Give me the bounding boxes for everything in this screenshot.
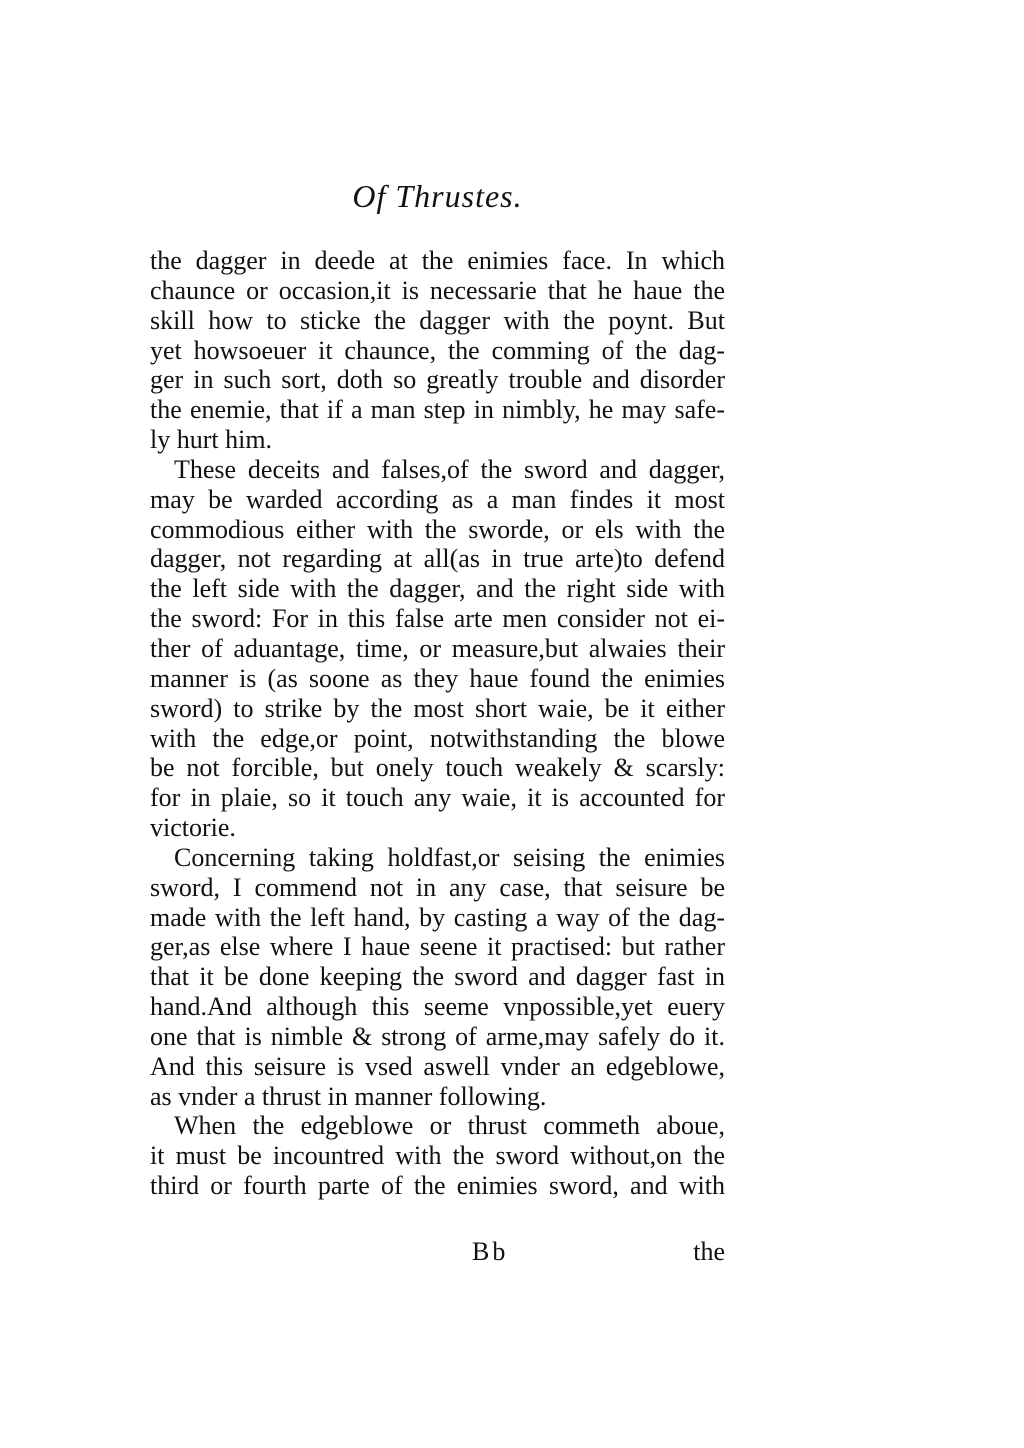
text-line: with the edge,or point, notwithstanding the blowe [150, 723, 725, 753]
running-head: Of Thrustes. [352, 178, 523, 214]
text-line: yet howsoeuer it chaunce, the comming of the dag- [150, 335, 725, 365]
text-line: third or fourth parte of the enimies sword, and with [150, 1171, 725, 1201]
text-line: skill how to sticke the dagger with the poynt. But [150, 305, 725, 335]
text-line: ther of aduantage, time, or measure,but alwaies their [150, 633, 725, 663]
text-line: manner is (as soone as they haue found the enimies [150, 663, 725, 693]
text-line: the enemie, that if a man step in nimbly, he may safe- [150, 395, 725, 425]
text-line: chaunce or occasion,it is necessarie that he haue the [150, 275, 725, 305]
text-line: as vnder a thrust in manner following. [150, 1081, 547, 1111]
text-line: ger in such sort, doth so greatly trouble and disorder [150, 365, 725, 395]
text-line: dagger, not regarding at all(as in true arte)to defend [150, 544, 725, 574]
text-line: ger,as else where I haue seene it practised: but rather [150, 932, 725, 962]
text-line: that it be done keeping the sword and dagger fast in [150, 962, 725, 992]
text-line: sword, I commend not in any case, that seisure be [150, 872, 725, 902]
text-line: sword) to strike by the most short waie, be it either [150, 693, 725, 723]
text-line: When the edgeblowe or thrust commeth aboue, [174, 1111, 725, 1141]
text-line: one that is nimble & strong of arme,may safely do it. [150, 1021, 725, 1051]
text-line: may be warded according as a man findes it most [150, 484, 725, 514]
text-line: And this seisure is vsed aswell vnder an edgeblowe, [150, 1051, 725, 1081]
catchword: the [693, 1237, 725, 1266]
text-line: ly hurt him. [150, 425, 273, 455]
text-line: made with the left hand, by casting a way of the dag- [150, 902, 725, 932]
body-text [150, 246, 725, 1201]
text-line: it must be incountred with the sword without,on the [150, 1141, 725, 1171]
signature-mark: Bb [472, 1237, 509, 1266]
text-line: commodious either with the sworde, or els with the [150, 514, 725, 544]
text-line: the left side with the dagger, and the right side with [150, 574, 725, 604]
text-line: for in plaie, so it touch any waie, it is accounted for [150, 783, 725, 813]
text-line: These deceits and falses,of the sword and dagger, [174, 454, 725, 484]
text-line: hand.And although this seeme vnpossible,yet euery [150, 992, 725, 1022]
text-line: Concerning taking holdfast,or seising the enimies [174, 842, 725, 872]
page-footer [150, 1236, 725, 1268]
text-line: victorie. [150, 813, 236, 843]
text-line: be not forcible, but onely touch weakely & scarsly: [150, 753, 725, 783]
text-line: the dagger in deede at the enimies face. In which [150, 246, 725, 275]
text-line: the sword: For in this false arte men consider not ei- [150, 604, 725, 634]
